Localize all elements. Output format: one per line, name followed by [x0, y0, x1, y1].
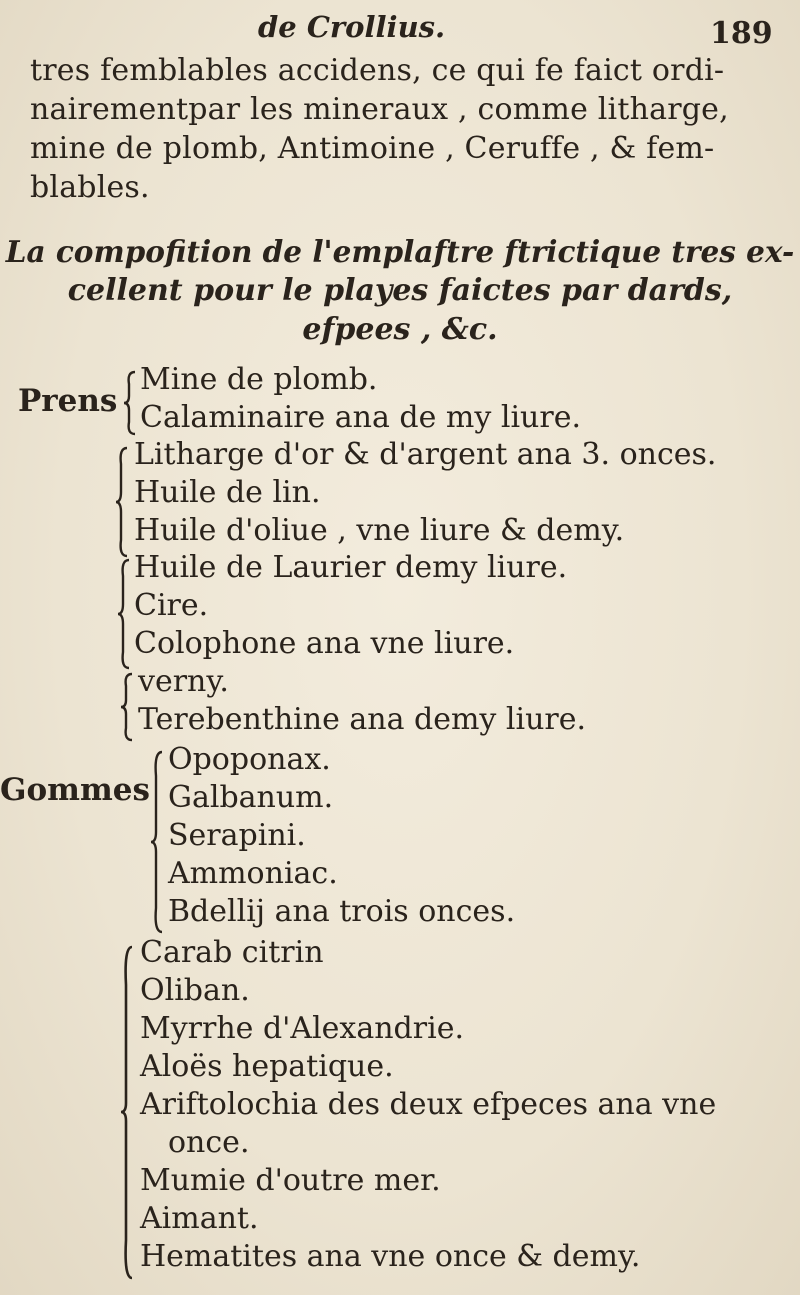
brace-group-2: [115, 446, 129, 558]
ingredient-g5-2: Galbanum.: [168, 780, 334, 815]
intro-line-1: tres femblables accidens, ce qui fe faict ordi-: [30, 53, 725, 88]
ingredient-g5-5: Bdellij ana trois onces.: [168, 894, 516, 929]
intro-line-2: nairementpar les mineraux , comme litharge,: [30, 92, 729, 127]
ingredient-g3-2: Cire.: [134, 588, 209, 623]
ingredient-g6-6: once.: [168, 1125, 250, 1160]
ingredient-g1-2: Calaminaire ana de my liure.: [140, 400, 581, 435]
label-gommes: Gommes: [0, 772, 150, 808]
page-number: 189: [710, 16, 773, 51]
ingredient-g4-1: verny.: [138, 664, 229, 699]
recipe-heading-line-2: cellent pour le playes faictes par dards,: [67, 273, 733, 308]
recipe-heading-line-1: La compofition de l'emplaftre ftrictique tres ex-: [5, 234, 795, 269]
ingredient-g1-1: Mine de plomb.: [140, 362, 378, 397]
ingredient-g6-8: Aimant.: [140, 1201, 259, 1236]
ingredient-g2-3: Huile d'oliue , vne liure & demy.: [134, 513, 625, 548]
ingredient-g3-1: Huile de Laurier demy liure.: [134, 550, 568, 585]
brace-group-1: [123, 370, 137, 436]
brace-group-4: [120, 672, 134, 742]
ingredient-g5-3: Serapini.: [168, 818, 306, 853]
running-title: de Crollius.: [258, 10, 446, 44]
running-head: [0, 10, 800, 50]
label-prens: Prens: [18, 383, 118, 419]
ingredient-g5-1: Opoponax.: [168, 742, 331, 777]
brace-group-6: [120, 945, 134, 1280]
ingredient-g6-2: Oliban.: [140, 973, 250, 1008]
ingredient-g6-7: Mumie d'outre mer.: [140, 1163, 441, 1198]
ingredient-g6-3: Myrrhe d'Alexandrie.: [140, 1011, 464, 1046]
ingredient-g6-1: Carab citrin: [140, 935, 324, 970]
ingredient-g6-9: Hematites ana vne once & demy.: [140, 1239, 641, 1274]
ingredient-g6-5: Ariftolochia des deux efpeces ana vne: [140, 1087, 717, 1122]
ingredient-g2-2: Huile de lin.: [134, 475, 321, 510]
recipe-heading-line-3: efpees , &c.: [302, 312, 498, 347]
ingredient-g5-4: Ammoniac.: [168, 856, 338, 891]
brace-group-5: [150, 750, 164, 934]
intro-line-4: blables.: [30, 170, 150, 205]
brace-group-3: [117, 558, 131, 670]
ingredient-g3-3: Colophone ana vne liure.: [134, 626, 515, 661]
intro-line-3: mine de plomb, Antimoine , Ceruffe , & fem-: [30, 131, 715, 166]
ingredient-g6-4: Aloës hepatique.: [140, 1049, 394, 1084]
ingredient-g4-2: Terebenthine ana demy liure.: [138, 702, 587, 737]
ingredient-g2-1: Litharge d'or & d'argent ana 3. onces.: [134, 437, 717, 472]
